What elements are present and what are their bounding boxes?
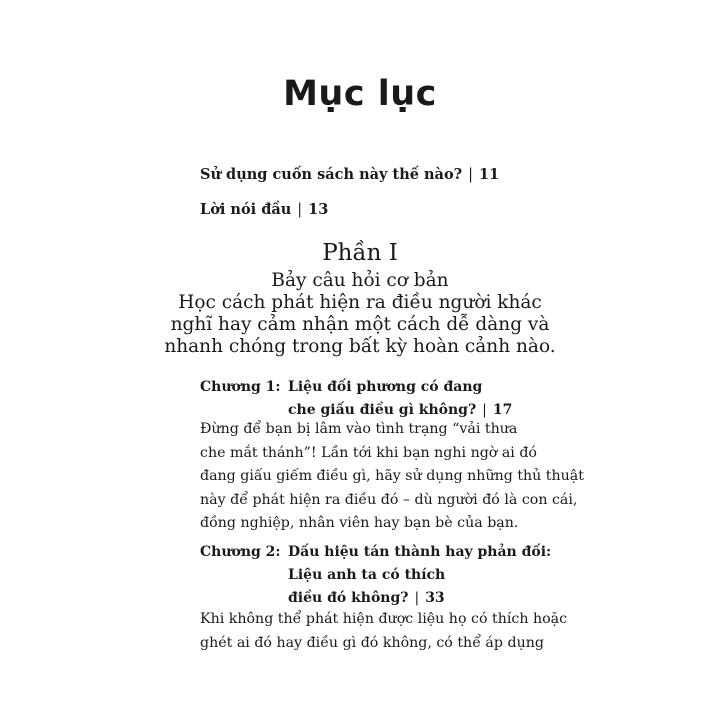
toc-entry-page: 11 (479, 166, 500, 183)
chapter-2-label: Chương 2: (200, 544, 281, 560)
toc-separator: | (468, 167, 474, 183)
chapter-title-line: Liệu anh ta có thích (288, 567, 446, 583)
part-description (160, 270, 560, 358)
part-title: Phần I (322, 240, 398, 266)
chapter-title-line: che giấu điều gì không? (288, 402, 477, 418)
part-description-line: Bảy câu hỏi cơ bản (271, 270, 449, 291)
toc-entry-label: Lời nói đầu (200, 201, 292, 218)
chapter-title-line: điều đó không? (288, 590, 409, 606)
page-title: Mục lục (283, 74, 437, 114)
chapter-page: 17 (492, 402, 513, 418)
summary-line: đang giấu giếm điều gì, hãy sử dụng những thủ thuật (200, 468, 584, 484)
chapter-1-summary (200, 418, 584, 536)
summary-line: Đừng để bạn bị lâm vào tình trạng “vải thưa (200, 421, 518, 437)
summary-line: này để phát hiện ra điều đó – dù người đó là con cái, (200, 491, 578, 508)
toc-entry-usage (200, 166, 499, 183)
chapter-title-line: Dấu hiệu tán thành hay phản đối: (288, 544, 552, 560)
part-description-line: Học cách phát hiện ra điều người khác (178, 292, 542, 313)
summary-line: che mắt thánh”! Lần tới khi bạn nghi ngờ ai đó (200, 444, 537, 461)
chapter-1-label: Chương 1: (200, 379, 281, 395)
toc-separator: | (482, 402, 487, 418)
summary-line: đồng nghiệp, nhân viên hay bạn bè của bạn. (200, 515, 519, 531)
chapter-2-title (288, 541, 551, 610)
chapter-2-summary (200, 608, 568, 655)
chapter-title-line-with-page (288, 587, 551, 610)
toc-separator: | (297, 202, 303, 218)
toc-separator: | (414, 590, 420, 606)
chapter-title-line: Liệu đối phương có đang (288, 379, 483, 395)
part-description-line: nhanh chóng trong bất kỳ hoàn cảnh nào. (164, 336, 556, 357)
part-description-line: nghĩ hay cảm nhận một cách dễ dàng và (170, 314, 550, 335)
toc-entry-label: Sử dụng cuốn sách này thế nào? (200, 166, 463, 183)
chapter-1-title (288, 376, 512, 422)
toc-entry-page: 13 (308, 201, 329, 218)
summary-line: ghét ai đó hay điều gì đó không, có thể áp dụng (200, 634, 544, 651)
toc-entry-preface (200, 201, 328, 218)
summary-line: Khi không thể phát hiện được liệu họ có thích hoặc (200, 611, 568, 627)
chapter-page: 33 (425, 590, 445, 606)
